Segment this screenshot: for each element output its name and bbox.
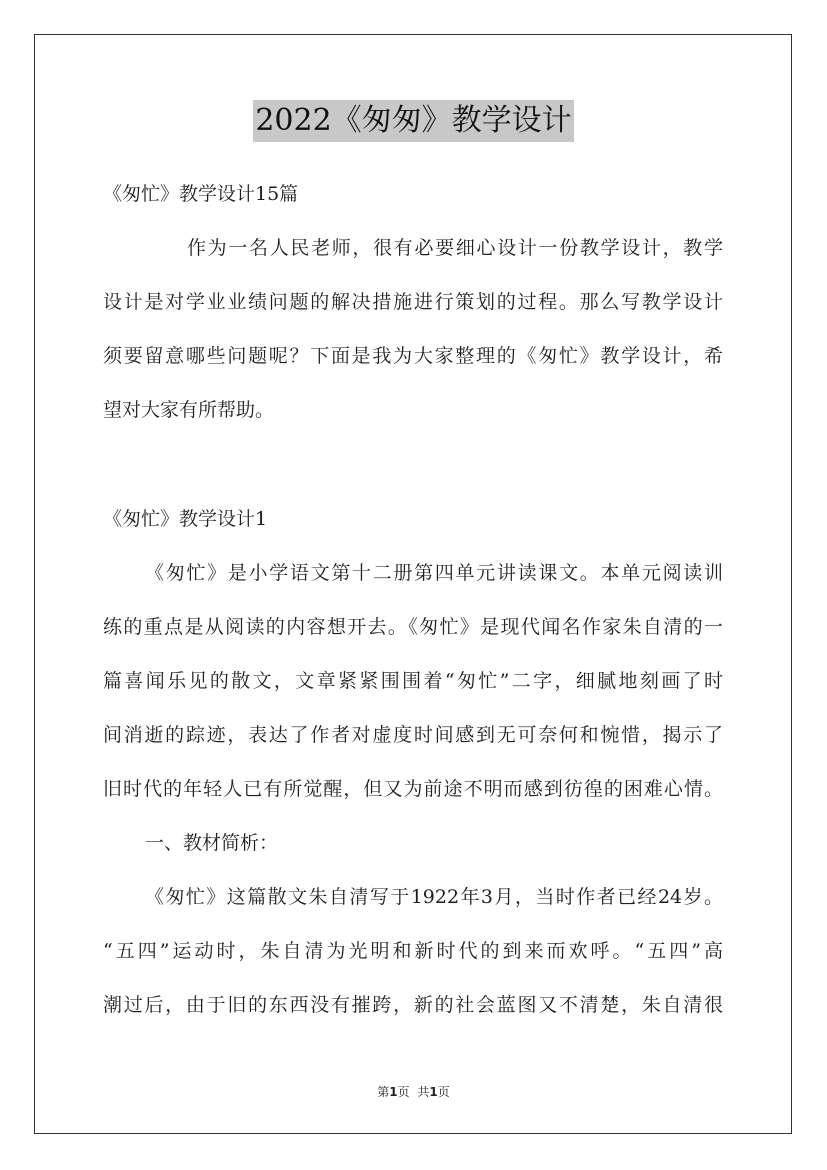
section1-line-3: 篇喜闻乐见的散文，文章紧紧围围着“匆忙”二字，细腻地刻画了时 — [103, 670, 723, 692]
page-footer — [0, 1083, 827, 1100]
intro-line-3: 须要留意哪些问题呢？下面是我为大家整理的《匆忙》教学设计，希 — [103, 345, 723, 367]
section1-line-2: 练的重点是从阅读的内容想开去。《匆忙》是现代闻名作家朱自清的一 — [103, 616, 723, 638]
footer-page-suffix: 页 — [397, 1085, 410, 1099]
footer-total-number: 1 — [429, 1085, 438, 1099]
section-subheading: 一、教材简析： — [145, 832, 279, 854]
section2-line-3: 潮过后，由于旧的东西没有摧跨，新的社会蓝图又不清楚，朱自清很 — [103, 994, 723, 1016]
section1-heading: 《匆忙》教学设计1 — [103, 508, 268, 530]
title-container — [0, 100, 827, 142]
section1-line-1: 《匆忙》是小学语文第十二册第四单元讲读课文。本单元阅读训 — [145, 562, 723, 584]
intro-line-1: 作为一名人民老师，很有必要细心设计一份教学设计，教学 — [187, 237, 723, 259]
footer-total-suffix: 页 — [437, 1085, 450, 1099]
section2-line-1: 《匆忙》这篇散文朱自清写于1922年3月，当时作者已经24岁。 — [145, 886, 723, 908]
section2-line-2: “五四”运动时，朱自清为光明和新时代的到来而欢呼。“五四”高 — [103, 940, 723, 962]
section1-line-5: 旧时代的年轻人已有所觉醒，但又为前途不明而感到彷徨的困难心情。 — [103, 778, 723, 800]
section1-line-4: 间消逝的踪迹，表达了作者对虚度时间感到无可奈何和惋惜，揭示了 — [103, 724, 723, 746]
footer-page-label: 第 — [377, 1085, 390, 1099]
document-subtitle: 《匆忙》教学设计15篇 — [103, 183, 299, 205]
footer-total-label: 共 — [417, 1085, 430, 1099]
intro-line-4: 望对大家有所帮助。 — [103, 399, 275, 421]
document-title: 2022《匆匆》教学设计 — [253, 100, 573, 142]
footer-page-number: 1 — [389, 1085, 398, 1099]
intro-line-2: 设计是对学业业绩问题的解决措施进行策划的过程。那么写教学设计 — [103, 291, 723, 313]
